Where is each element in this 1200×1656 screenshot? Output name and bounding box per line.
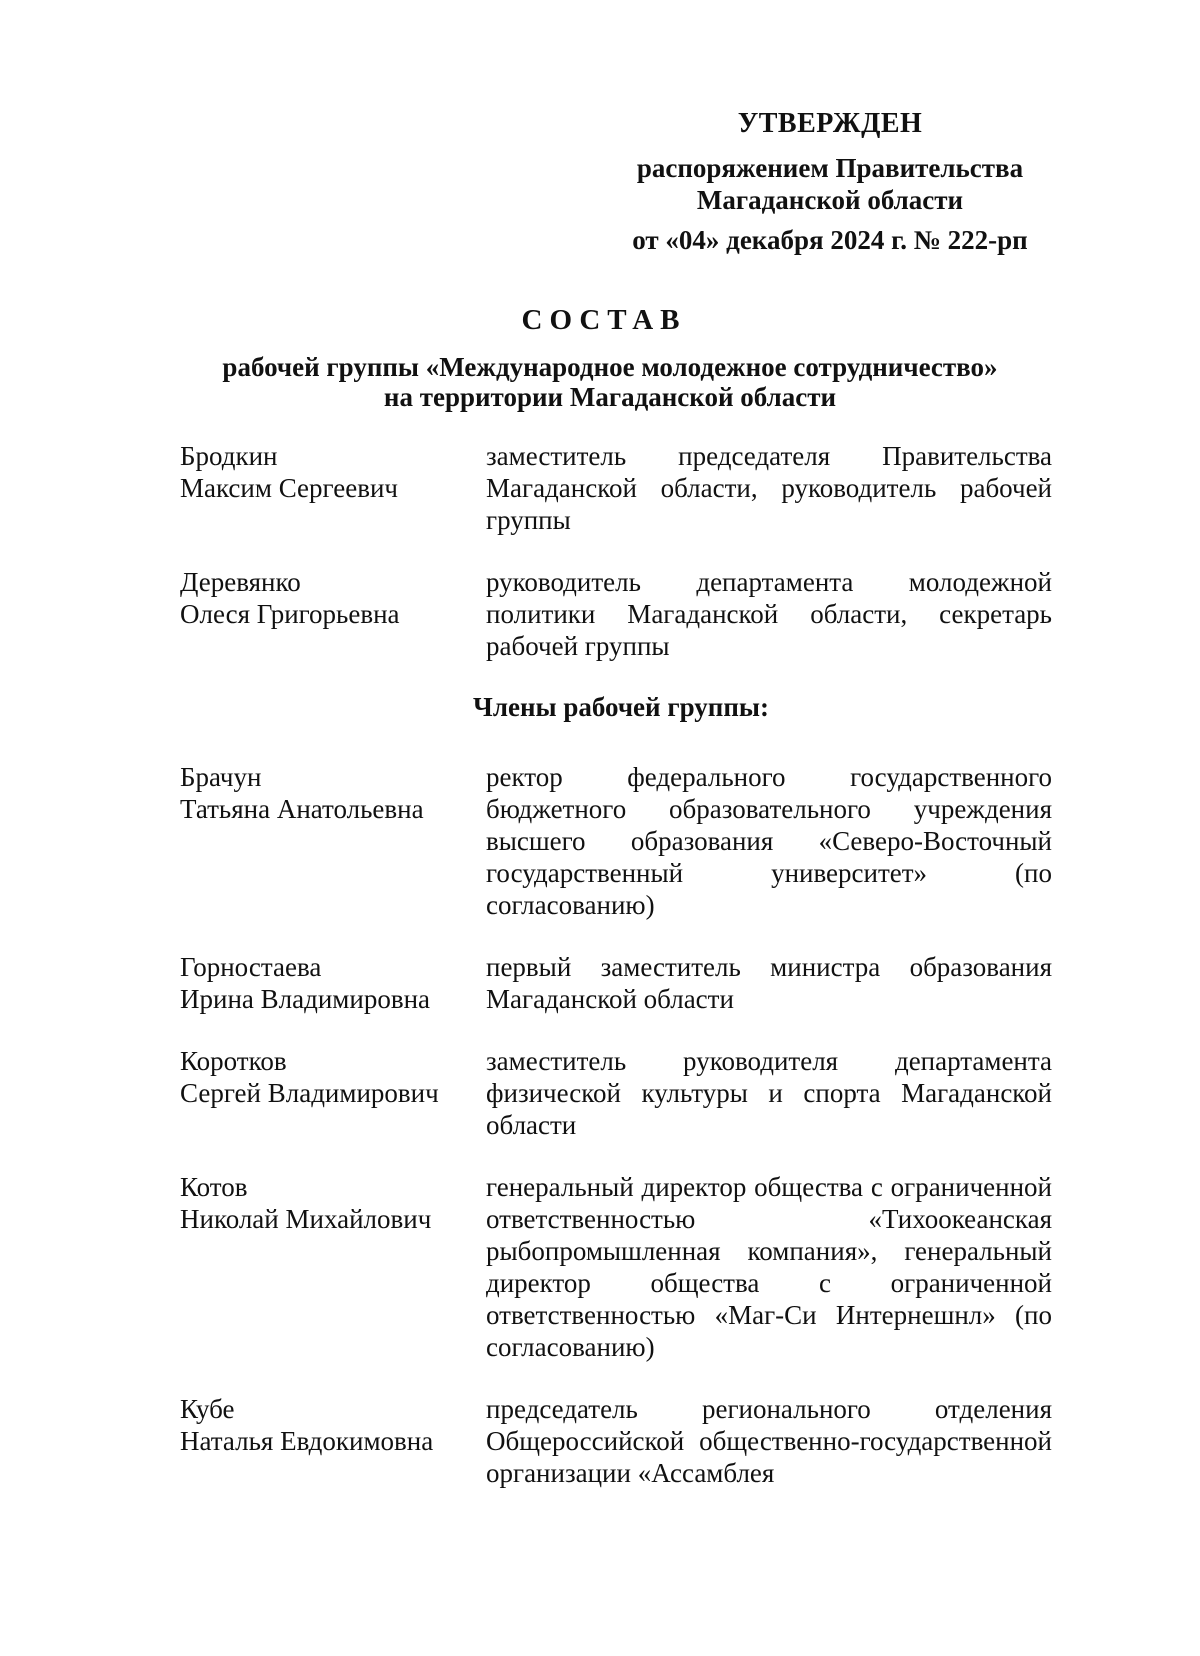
approval-title: УТВЕРЖДЕН bbox=[737, 108, 923, 139]
member-role: генеральный директор общества с ограниченной ответственностью «Тихоокеанская рыбопромышленная компания», генеральный директор общества с ограниченной ответственностью «Маг-Си Интернешнл» (по согласованию) bbox=[486, 1172, 1052, 1362]
member-role: председатель регионального отделения Общероссийской общественно-государственной организации «Ассамблея bbox=[486, 1394, 1052, 1488]
member-given-name: Николай Михайлович bbox=[180, 1204, 432, 1234]
member-given-name: Олеся Григорьевна bbox=[180, 599, 400, 629]
member-role: ректор федерального государственного бюджетного образовательного учреждения высшего образования «Северо-Восточный государственный университет» (по согласованию) bbox=[486, 762, 1052, 920]
approval-decree-date: от «04» декабря 2024 г. № 222-рп bbox=[632, 225, 1028, 255]
document-subtitle-line-1: рабочей группы «Международное молодежное сотрудничество» bbox=[222, 352, 998, 382]
member-row bbox=[180, 1171, 1052, 1363]
document-subtitle-line-2: на территории Магаданской области bbox=[383, 382, 837, 412]
composition-list bbox=[180, 440, 1052, 1519]
member-surname: Бродкин bbox=[180, 441, 278, 471]
member-role: заместитель председателя Правительства Магаданской области, руководитель рабочей группы bbox=[486, 441, 1052, 535]
member-given-name: Татьяна Анатольевна bbox=[180, 794, 424, 824]
approval-stamp bbox=[600, 108, 1060, 256]
member-role: заместитель руководителя департамента физической культуры и спорта Магаданской области bbox=[486, 1046, 1052, 1140]
member-role: руководитель департамента молодежной политики Магаданской области, секретарь рабочей группы bbox=[486, 567, 1052, 661]
member-name bbox=[180, 951, 486, 1015]
member-name bbox=[180, 761, 486, 921]
member-row bbox=[180, 1045, 1052, 1141]
member-given-name: Наталья Евдокимовна bbox=[180, 1426, 434, 1456]
member-surname: Брачун bbox=[180, 762, 262, 792]
member-surname: Котов bbox=[180, 1172, 248, 1202]
member-given-name: Сергей Владимирович bbox=[180, 1078, 439, 1108]
approval-decree-line-2: Магаданской области bbox=[696, 185, 964, 215]
member-role: первый заместитель министра образования Магаданской области bbox=[486, 952, 1052, 1014]
member-name bbox=[180, 1045, 486, 1141]
member-row bbox=[180, 761, 1052, 921]
member-row bbox=[180, 440, 1052, 536]
member-surname: Коротков bbox=[180, 1046, 287, 1076]
document-subtitle bbox=[180, 352, 1040, 412]
member-surname: Горностаева bbox=[180, 952, 322, 982]
member-row bbox=[180, 1393, 1052, 1489]
member-given-name: Ирина Владимировна bbox=[180, 984, 431, 1014]
member-row bbox=[180, 566, 1052, 662]
approval-decree-line-1: распоряжением Правительства bbox=[636, 153, 1024, 183]
member-row bbox=[180, 951, 1052, 1015]
member-surname: Деревянко bbox=[180, 567, 301, 597]
document-title: СОСТАВ bbox=[521, 304, 687, 336]
member-given-name: Максим Сергеевич bbox=[180, 473, 398, 503]
member-name bbox=[180, 1171, 486, 1363]
member-name bbox=[180, 566, 486, 662]
member-surname: Кубе bbox=[180, 1394, 235, 1424]
member-name bbox=[180, 1393, 486, 1489]
member-name bbox=[180, 440, 486, 536]
members-heading: Члены рабочей группы: bbox=[473, 692, 769, 722]
